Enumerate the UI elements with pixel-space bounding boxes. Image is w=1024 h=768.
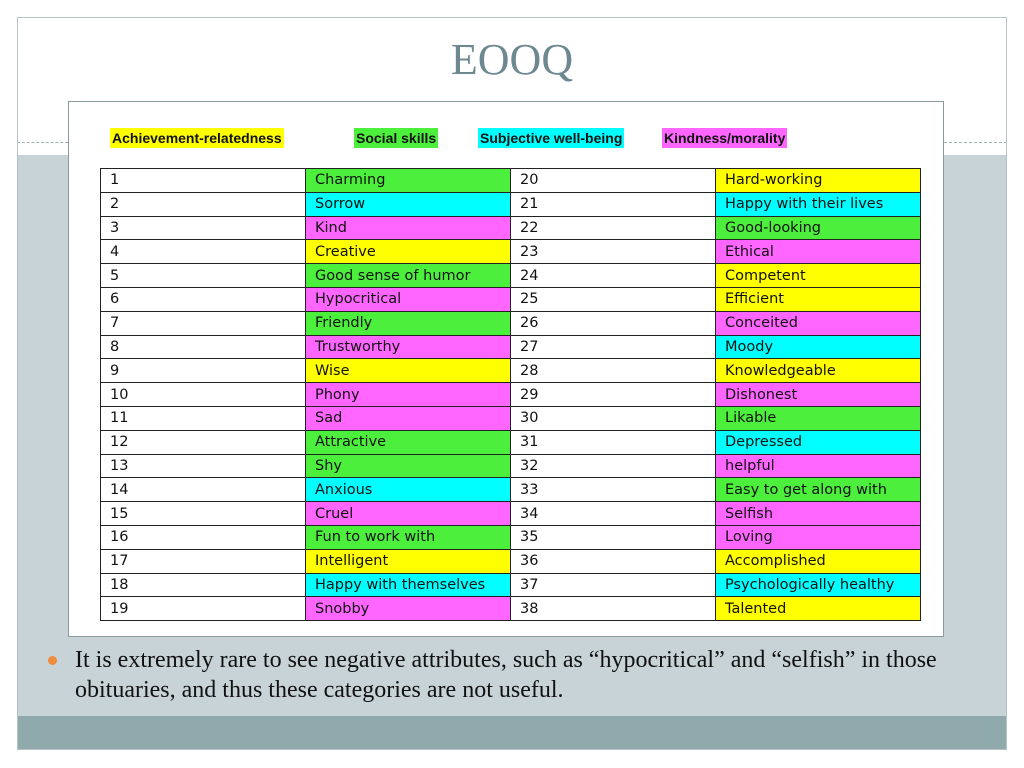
table-row: [101, 525, 921, 549]
trait-number: 13: [101, 454, 306, 478]
trait-word: Happy with their lives: [716, 192, 921, 216]
trait-number: 4: [101, 240, 306, 264]
trait-word: Selfish: [716, 502, 921, 526]
table-row: [101, 264, 921, 288]
legend-kindness-morality: Kindness/morality: [664, 130, 786, 146]
slide-title: EOOQ: [450, 35, 574, 84]
trait-number: 27: [511, 335, 716, 359]
trait-word: Psychologically healthy: [716, 573, 921, 597]
trait-word: Creative: [306, 240, 511, 264]
trait-number: 11: [101, 406, 306, 430]
trait-word: Moody: [716, 335, 921, 359]
trait-number: 9: [101, 359, 306, 383]
trait-number: 18: [101, 573, 306, 597]
table-row: [101, 169, 921, 193]
trait-word: Conceited: [716, 311, 921, 335]
table-row: [101, 430, 921, 454]
trait-word: Likable: [716, 406, 921, 430]
trait-number: 7: [101, 311, 306, 335]
trait-word: Dishonest: [716, 383, 921, 407]
trait-number: 5: [101, 264, 306, 288]
trait-word: Intelligent: [306, 549, 511, 573]
trait-word: Competent: [716, 264, 921, 288]
table-row: [101, 549, 921, 573]
trait-number: 17: [101, 549, 306, 573]
trait-word: Sad: [306, 406, 511, 430]
table-row: [101, 192, 921, 216]
trait-number: 26: [511, 311, 716, 335]
trait-word: Good sense of humor: [306, 264, 511, 288]
trait-word: Depressed: [716, 430, 921, 454]
trait-number: 3: [101, 216, 306, 240]
trait-word: Talented: [716, 597, 921, 621]
trait-number: 1: [101, 169, 306, 193]
table-row: [101, 454, 921, 478]
trait-number: 12: [101, 430, 306, 454]
trait-table-image: [68, 101, 944, 637]
trait-number: 31: [511, 430, 716, 454]
table-row: [101, 478, 921, 502]
trait-word: Shy: [306, 454, 511, 478]
table-row: [101, 335, 921, 359]
trait-number: 35: [511, 525, 716, 549]
trait-word: Ethical: [716, 240, 921, 264]
table-row: [101, 573, 921, 597]
table-row: [101, 287, 921, 311]
trait-word: Knowledgeable: [716, 359, 921, 383]
trait-number: 2: [101, 192, 306, 216]
trait-number: 32: [511, 454, 716, 478]
trait-number: 6: [101, 287, 306, 311]
table-row: [101, 359, 921, 383]
trait-word: Happy with themselves: [306, 573, 511, 597]
trait-number: 20: [511, 169, 716, 193]
trait-word: Cruel: [306, 502, 511, 526]
trait-word: Hypocritical: [306, 287, 511, 311]
trait-number: 24: [511, 264, 716, 288]
trait-number: 28: [511, 359, 716, 383]
trait-number: 23: [511, 240, 716, 264]
trait-number: 21: [511, 192, 716, 216]
trait-number: 16: [101, 525, 306, 549]
trait-word: Snobby: [306, 597, 511, 621]
trait-number: 37: [511, 573, 716, 597]
trait-word: helpful: [716, 454, 921, 478]
trait-word: Friendly: [306, 311, 511, 335]
trait-number: 8: [101, 335, 306, 359]
trait-number: 25: [511, 287, 716, 311]
trait-word: Charming: [306, 169, 511, 193]
trait-word: Loving: [716, 525, 921, 549]
legend-social-skills: Social skills: [356, 130, 437, 146]
trait-word: Easy to get along with: [716, 478, 921, 502]
table-row: [101, 502, 921, 526]
trait-word: Attractive: [306, 430, 511, 454]
table-row: [101, 406, 921, 430]
bullet-dot-icon: [48, 656, 57, 665]
trait-number: 10: [101, 383, 306, 407]
trait-number: 34: [511, 502, 716, 526]
trait-number: 30: [511, 406, 716, 430]
trait-number: 29: [511, 383, 716, 407]
trait-word: Fun to work with: [306, 525, 511, 549]
trait-word: Efficient: [716, 287, 921, 311]
trait-word: Phony: [306, 383, 511, 407]
trait-word: Wise: [306, 359, 511, 383]
trait-number: 15: [101, 502, 306, 526]
trait-word: Good-looking: [716, 216, 921, 240]
trait-word: Trustworthy: [306, 335, 511, 359]
trait-number: 33: [511, 478, 716, 502]
table-row: [101, 216, 921, 240]
trait-number: 38: [511, 597, 716, 621]
trait-number: 14: [101, 478, 306, 502]
bullet-text: It is extremely rare to see negative attributes, such as “hypocritical” and “selfish” in those obituaries, and thus these categories are not useful.: [75, 647, 937, 703]
trait-number: 36: [511, 549, 716, 573]
table-row: [101, 240, 921, 264]
trait-number: 19: [101, 597, 306, 621]
table-row: [101, 383, 921, 407]
legend-subjective-well-being: Subjective well-being: [480, 130, 623, 146]
legend-achievement: Achievement-relatedness: [112, 130, 282, 146]
trait-word: Anxious: [306, 478, 511, 502]
trait-word: Sorrow: [306, 192, 511, 216]
table-row: [101, 597, 921, 621]
trait-table: [100, 168, 921, 621]
trait-word: Hard-working: [716, 169, 921, 193]
table-row: [101, 311, 921, 335]
trait-word: Accomplished: [716, 549, 921, 573]
trait-number: 22: [511, 216, 716, 240]
trait-word: Kind: [306, 216, 511, 240]
